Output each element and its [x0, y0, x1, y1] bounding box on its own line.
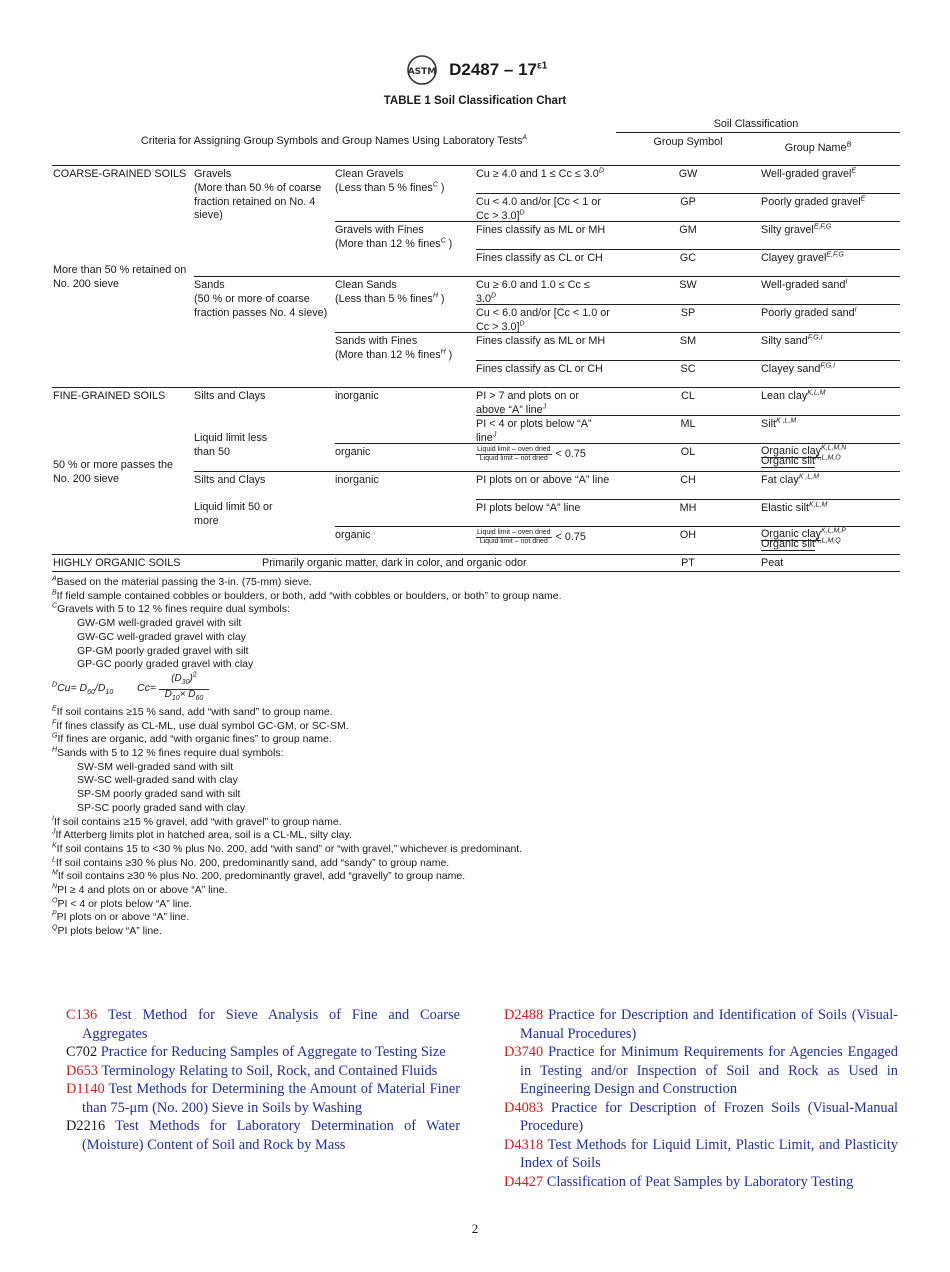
footnote-c-item: GP-GM poorly graded gravel with silt — [77, 644, 249, 657]
criteria-text: Cu < 6.0 and/or [Cc < 1.0 or Cc > 3.0] — [476, 307, 610, 333]
group-symbol: OL — [680, 446, 696, 458]
group-symbol: GW — [678, 168, 698, 180]
doc-number: $D2487 - 17^{\varepsilon 1}$ — [449, 60, 548, 79]
page-number: 2 — [471, 1221, 479, 1236]
criteria-cell — [476, 224, 611, 238]
astm-logo-icon — [403, 54, 441, 86]
group-name-footnote-ref: E,F,G — [826, 251, 844, 259]
table-footnotes — [52, 576, 912, 939]
fraction-denominator: Liquid limit – not dried — [479, 455, 548, 462]
astm-logo-text: ASTM — [407, 67, 436, 77]
criteria-cell — [476, 168, 611, 182]
footnote-i: $^I$If soil contains ≥15 % gravel, add “with gravel” to group name. — [52, 815, 342, 828]
criteria-footnote-ref: J — [492, 430, 497, 438]
reference-item[interactable]: D4427 Classification of Peat Samples by Laboratory Testing — [504, 1173, 854, 1190]
group-symbol: PT — [681, 557, 695, 569]
references-left — [66, 1006, 460, 1154]
group-name — [761, 363, 900, 377]
fraction-denominator: Liquid limit – not dried — [479, 538, 548, 545]
footnote-e: $^E$If soil contains ≥15 % sand, add “with sand” to group name. — [52, 705, 333, 718]
silts-clays-ll-under-50-label: Silts and Clays — [194, 390, 266, 402]
footnote-g: $^G$If fines are organic, add “with organic fines” to group name. — [52, 732, 332, 746]
footnote-l: $^L$If soil contains ≥30 % plus No. 200, predominantly sand, add “sandy” to group name. — [52, 856, 450, 869]
criteria-text: Cu ≥ 4.0 and 1 ≤ Cc ≤ 3.0 — [476, 168, 599, 180]
document-header — [0, 54, 950, 86]
group-name-text: Well-graded sand — [761, 279, 846, 291]
criteria-cell — [476, 390, 611, 417]
group-name — [761, 252, 900, 266]
criteria-cell — [476, 418, 611, 445]
footnote-k: $^K$If soil contains 15 to <30 % plus No. 200, add “with sand” or “with gravel,” whichever is predominant. — [52, 842, 523, 855]
reference-item[interactable]: D4318 Test Methods for Liquid Limit, Plastic Limit, and Plasticity Index of Soils — [504, 1136, 898, 1171]
highly-organic-label: HIGHLY ORGANIC SOILS — [53, 557, 181, 569]
group-symbol: SW — [679, 279, 697, 291]
group-name-text: Elastic silt — [761, 502, 809, 514]
liquid-limit-fraction — [476, 446, 552, 463]
reference-item[interactable]: C136 Test Method for Sieve Analysis of Fine and Coarse Aggregates — [66, 1007, 461, 1042]
group-symbol: CL — [681, 390, 695, 402]
group-name — [761, 390, 900, 404]
group-name-text: Fat clay — [761, 474, 799, 486]
footnote-o: $^O$PI < 4 or plots below “A” line. — [52, 897, 192, 910]
group-name — [761, 474, 900, 488]
group-symbol: GP — [680, 196, 696, 208]
group-name — [761, 307, 900, 321]
group-name-footnote-ref: E — [851, 167, 857, 175]
group-name-text: Lean clay — [761, 390, 808, 402]
criteria-text: Fines classify as ML or MH — [476, 335, 606, 347]
group-name-alt-footnote-ref: K,L,M,Q — [815, 537, 841, 545]
group-name-text: Well-graded gravel — [761, 168, 852, 180]
group-name-text: Silty gravel — [761, 224, 814, 236]
reference-item[interactable]: D4083 Practice for Description of Frozen Soils (Visual-Manual Procedure) — [504, 1099, 898, 1134]
group-name — [761, 418, 900, 432]
footnote-c-item: GW-GC well-graded gravel with clay — [77, 630, 247, 643]
group-symbol: GM — [679, 224, 697, 236]
reference-item[interactable]: D2488 Practice for Description and Identification of Soils (Visual-Manual Procedures) — [504, 1007, 898, 1042]
criteria-cell — [476, 335, 611, 349]
fraction-numerator: Liquid limit – oven dried — [477, 446, 551, 453]
silts-clays-ll-under-50-desc: Liquid limit less than 50 — [194, 432, 268, 458]
group-symbol: OH — [679, 529, 697, 541]
reference-item[interactable]: D3740 Practice for Minimum Requirements for Agencies Engaged in Testing and/or Inspection of Soil and Rock as Used in Engineering Design and Construction — [504, 1044, 898, 1097]
group-name-footnote-ref: F,G,I — [807, 334, 823, 342]
group-name — [761, 196, 900, 210]
group-name-alt-footnote-ref: K,L,M,O — [815, 454, 841, 462]
criteria-cell — [476, 529, 611, 546]
criteria-footnote-ref: D — [519, 208, 525, 216]
group-symbol: ML — [680, 418, 696, 430]
group-name-text: Silt — [761, 418, 776, 430]
group-name — [761, 446, 900, 466]
clean-sands: Clean Sands (Less than 5 % fines$^H$ ) — [335, 279, 445, 305]
clean-gravels: Clean Gravels (Less than 5 % fines$^C$ ) — [335, 168, 445, 194]
criteria-text: PI < 4 or plots below “A” line — [476, 418, 592, 444]
group-name-text: Clayey gravel — [761, 252, 827, 264]
footnote-a: $^A$Based on the material passing the 3-in. (75-mm) sieve. — [52, 575, 312, 588]
footnote-h-item: SP-SC poorly graded sand with clay — [77, 801, 246, 814]
coarse-grained-label: COARSE-GRAINED SOILS — [53, 168, 187, 180]
group-name-footnote-ref: K ,L,M — [776, 417, 797, 425]
group-name — [761, 529, 900, 549]
criteria-footnote-ref: D — [598, 167, 604, 175]
gravels-with-fines: Gravels with Fines (More than 12 % fines$^C$ ) — [335, 224, 453, 250]
group-symbol: SC — [680, 363, 696, 375]
footnote-h-item: SP-SM poorly graded sand with silt — [77, 788, 241, 801]
fraction-value: < 0.75 — [555, 448, 586, 461]
gravels-desc: (More than 50 % of coarse fraction retained on No. 4 sieve) — [194, 182, 322, 221]
criteria-footnote-ref: D — [519, 319, 525, 327]
fine-grained-label: FINE-GRAINED SOILS — [53, 390, 166, 402]
group-symbol: CH — [680, 474, 696, 486]
criteria-cell — [476, 252, 611, 266]
group-name-text: Peat — [761, 557, 784, 569]
group-name-alt-text: Organic silt — [761, 538, 816, 550]
group-name-footnote-ref: K,L,M — [809, 501, 828, 509]
silts-clays-ll-50-plus-label: Silts and Clays — [194, 474, 266, 486]
criteria-cell — [476, 446, 611, 463]
footnote-c: $^C$Gravels with 5 to 12 % fines require dual symbols: — [52, 602, 290, 616]
group-name-text: Clayey sand — [761, 363, 821, 375]
criteria-footnote-ref: D — [491, 291, 497, 299]
silts-clays-ll-50-plus-desc: Liquid limit 50 or more — [194, 501, 273, 527]
group-name — [761, 279, 900, 293]
organic-label-2: organic — [335, 529, 371, 541]
liquid-limit-fraction — [476, 529, 552, 546]
group-symbol: SM — [679, 335, 697, 347]
group-symbol: GC — [679, 252, 697, 264]
inorganic-label-1: inorganic — [335, 390, 379, 402]
footnote-c-item: GP-GC poorly graded gravel with clay — [77, 658, 254, 671]
group-symbol-header: Group Symbol — [653, 136, 723, 148]
group-name-footnote-ref: E,F,G — [813, 223, 832, 231]
references-right — [504, 1006, 898, 1191]
coarse-grained-sub: More than 50 % retained on No. 200 sieve — [53, 264, 187, 290]
footnote-c-item: GW-GM well-graded gravel with silt — [77, 617, 242, 630]
group-name — [761, 502, 900, 516]
group-name-text: Silty sand — [761, 335, 808, 347]
criteria-text: Fines classify as ML or MH — [476, 224, 606, 236]
group-name — [761, 224, 900, 238]
fraction-numerator: Liquid limit – oven dried — [477, 529, 551, 536]
criteria-footnote-ref: J — [542, 402, 547, 410]
group-name-footnote-ref: K ,L,M — [798, 473, 820, 481]
footnote-j: $^J$If Atterberg limits plot in hatched area, soil is a CL-ML, silty clay. — [52, 828, 352, 842]
inorganic-label-2: inorganic — [335, 474, 379, 486]
reference-item[interactable]: C702 Practice for Reducing Samples of Aggregate to Testing Size — [66, 1044, 446, 1060]
soil-classification-header: Soil Classification — [713, 118, 799, 130]
criteria-text: PI > 7 and plots on or above “A” line — [476, 390, 579, 416]
footnote-m: $^M$If soil contains ≥30 % plus No. 200, predominantly gravel, add “gravelly” to group name. — [52, 869, 466, 883]
group-name-footnote-ref: K,L,M — [807, 389, 826, 397]
criteria-cell — [476, 307, 611, 334]
fraction-value: < 0.75 — [555, 531, 586, 544]
criteria-text: PI plots below “A” line — [476, 502, 581, 514]
criteria-cell — [476, 363, 611, 377]
criteria-cell — [476, 502, 611, 516]
group-name-footnote-ref: I — [854, 306, 857, 314]
footnote-f: $^F$If fines classify as CL-ML, use dual symbol GC-GM, or SC-SM. — [52, 719, 349, 732]
group-name-footnote-ref: K,L,M,N — [821, 444, 847, 452]
group-name-footnote-ref: E — [860, 195, 866, 203]
reference-item[interactable]: D653 Terminology Relating to Soil, Rock, and Contained Fluids — [66, 1062, 438, 1079]
criteria-cell — [476, 279, 611, 306]
group-name — [761, 168, 900, 182]
criteria-text: Fines classify as CL or CH — [476, 252, 603, 264]
criteria-text: Cu < 4.0 and/or [Cc < 1 or Cc > 3.0] — [476, 196, 601, 222]
footnote-q: $^Q$PI plots below “A” line. — [52, 924, 162, 938]
reference-item[interactable]: D2216 Test Methods for Laboratory Determination of Water (Moisture) Content of Soil and Rock by Mass — [66, 1118, 460, 1153]
footnote-h-item: SW-SC well-graded sand with clay — [77, 774, 238, 787]
reference-item[interactable]: D1140 Test Methods for Determining the Amount of Material Finer than 75-μm (No. 200) Sieve in Soils by Washing — [66, 1081, 460, 1116]
footnote-n: $^N$PI ≥ 4 and plots on or above “A” line. — [52, 883, 228, 897]
footnote-d-formula: $^DCu= D_{60}/D_{10}$ Cc= $(D_{30})^2$ $D_{10}\times D_{60}$ — [52, 672, 912, 706]
gravels-label: Gravels — [194, 168, 232, 180]
group-name-header: Group Name$^B$ — [784, 141, 852, 154]
criteria-text: Fines classify as CL or CH — [476, 363, 603, 375]
criteria-cell — [476, 474, 611, 488]
criteria-header: Criteria for Assigning Group Symbols and Group Names Using Laboratory Tests$^A$ — [140, 134, 528, 147]
group-name-text: Poorly graded sand — [761, 307, 855, 319]
group-symbol: SP — [680, 307, 696, 319]
footnote-b: $^B$If field sample contained cobbles or boulders, or both, add “with cobbles or boulders, or both” to group name. — [52, 589, 562, 602]
table-title: TABLE 1 Soil Classification Chart — [383, 95, 567, 107]
group-name-footnote-ref: I — [845, 278, 848, 286]
criteria-cell — [262, 557, 662, 571]
group-name-text: Poorly graded gravel — [761, 196, 861, 208]
sands-desc: (50 % or more of coarse fraction passes No. 4 sieve) — [194, 293, 328, 319]
organic-label-1: organic — [335, 446, 371, 458]
group-name-footnote-ref: K,L,M,P — [821, 527, 846, 535]
footnote-h-item: SW-SM well-graded sand with silt — [77, 760, 234, 773]
group-name-alt-text: Organic silt — [761, 455, 816, 467]
group-name-text: Organic clay — [761, 528, 822, 540]
footnote-h: $^H$Sands with 5 to 12 % fines require dual symbols: — [52, 746, 284, 760]
sands-with-fines: Sands with Fines (More than 12 % fines$^H$ ) — [335, 335, 453, 361]
fine-grained-sub: 50 % or more passes the No. 200 sieve — [53, 459, 174, 485]
group-name — [761, 335, 900, 349]
sands-label: Sands — [194, 279, 225, 291]
criteria-text: PI plots on or above “A” line — [476, 474, 610, 486]
criteria-text: Cu ≥ 6.0 and 1.0 ≤ Cc ≤ 3.0 — [476, 279, 590, 305]
criteria-cell — [476, 196, 611, 223]
footnote-p: $^P$PI plots on or above “A” line. — [52, 910, 190, 924]
criteria-text: Primarily organic matter, dark in color, and organic odor — [262, 557, 527, 569]
group-name-footnote-ref: F,G,I — [820, 362, 836, 370]
group-name — [761, 557, 900, 571]
group-name-text: Organic clay — [761, 445, 822, 457]
group-symbol: MH — [679, 502, 697, 514]
